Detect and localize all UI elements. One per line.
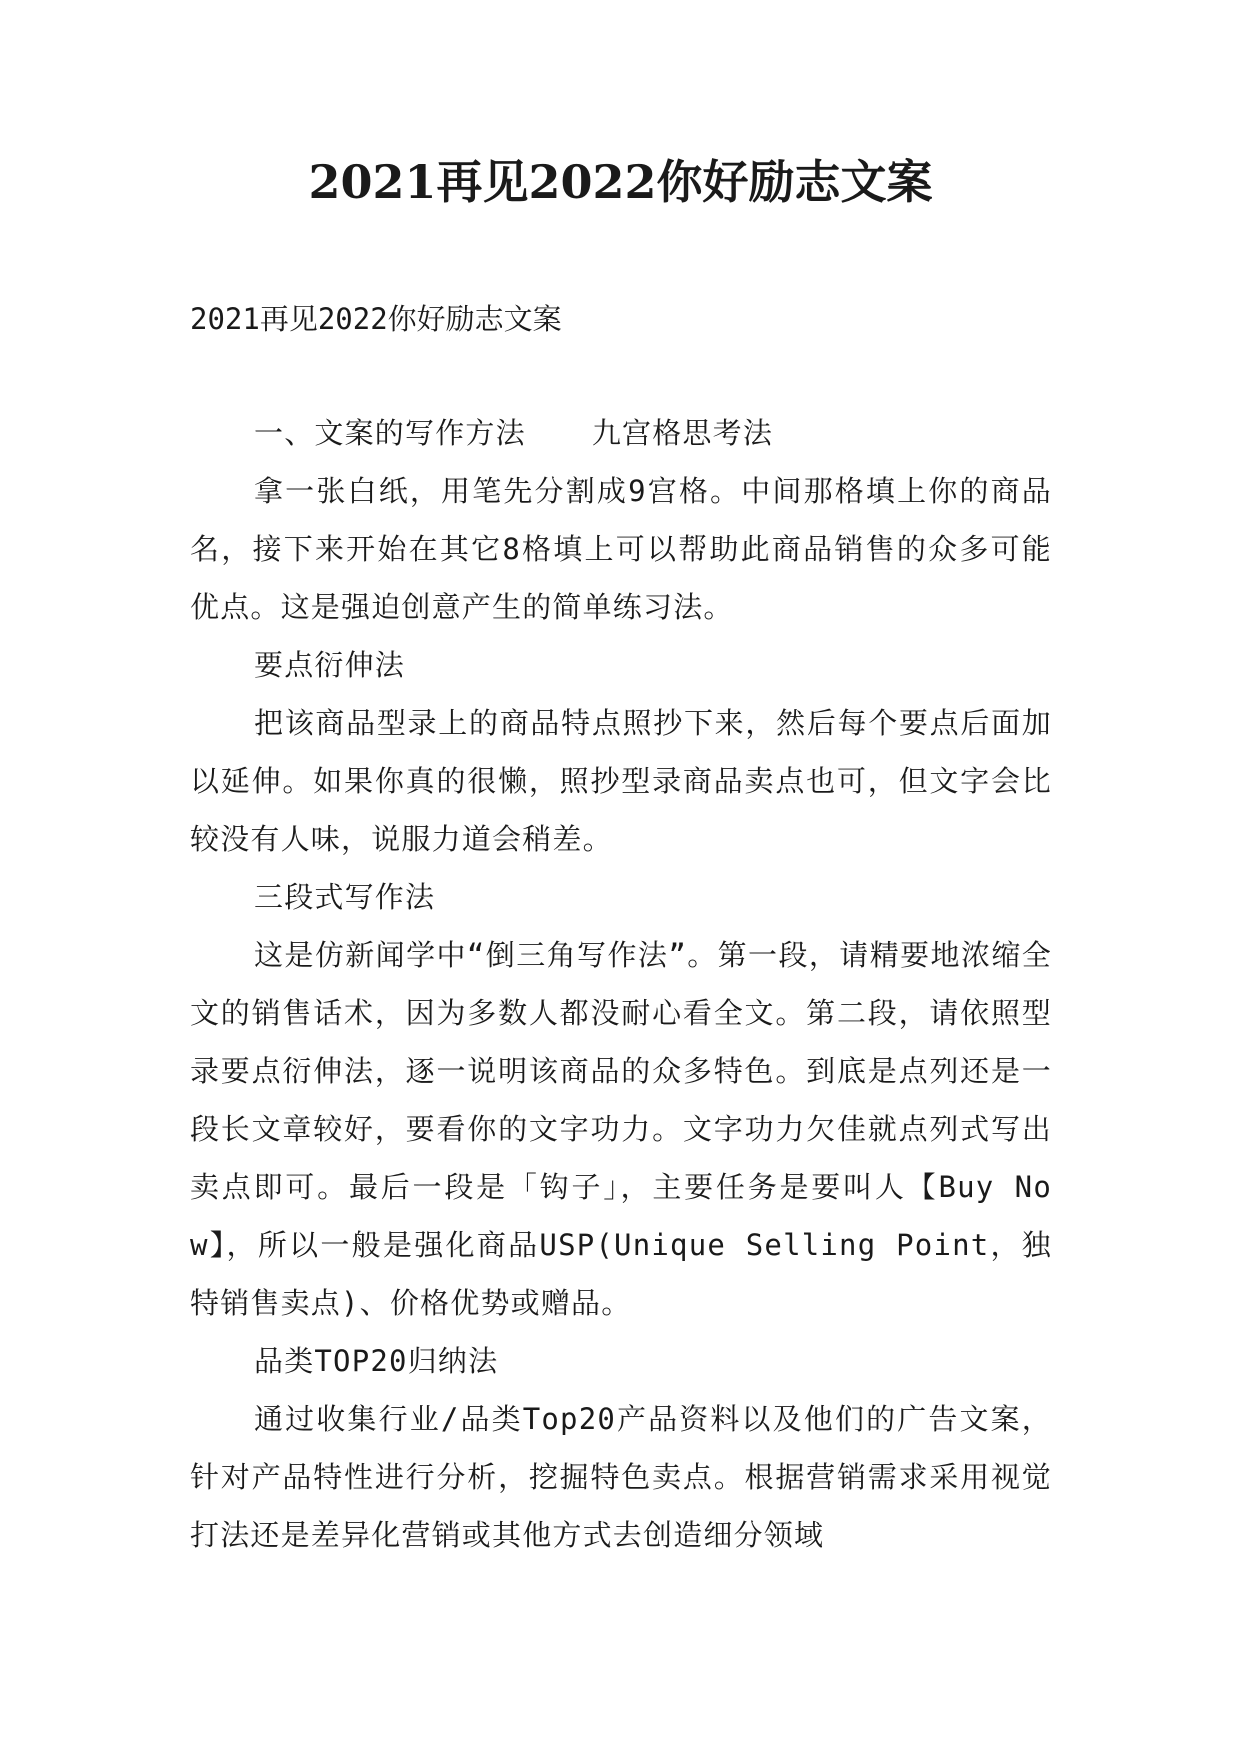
method-heading-three-part: 三段式写作法 — [254, 880, 436, 914]
document-subtitle: 2021再见2022你好励志文案 — [190, 302, 562, 336]
paragraph-key-points: 把该商品型录上的商品特点照抄下来，然后每个要点后面加以延伸。如果你真的很懒，照抄型录商品卖点也可，但文字会比较没有人味，说服力道会稍差。 — [190, 706, 1052, 856]
section-heading-method: 九宫格思考法 — [591, 416, 774, 450]
section-heading-main: 一、文案的写作方法 — [254, 416, 526, 450]
document-body — [190, 404, 1052, 1564]
section-heading — [190, 404, 1052, 462]
method-heading-top20: 品类TOP20归纳法 — [254, 1344, 499, 1378]
paragraph-top20: 通过收集行业/品类Top20产品资料以及他们的广告文案，针对产品特性进行分析，挖掘特色卖点。根据营销需求采用视觉打法还是差异化营销或其他方式去创造细分领域 — [190, 1402, 1052, 1552]
method-heading-key-points: 要点衍伸法 — [254, 648, 406, 682]
paragraph-nine-grid: 拿一张白纸，用笔先分割成9宫格。中间那格填上你的商品名，接下来开始在其它8格填上可以帮助此商品销售的众多可能优点。这是强迫创意产生的简单练习法。 — [190, 474, 1052, 624]
paragraph-three-part: 这是仿新闻学中“倒三角写作法”。第一段，请精要地浓缩全文的销售话术，因为多数人都没耐心看全文。第二段，请依照型录要点衍伸法，逐一说明该商品的众多特色。到底是点列还是一段长文章较好，要看你的文字功力。文字功力欠佳就点列式写出卖点即可。最后一段是「钩子」，主要任务是要叫人【Buy Now】，所以一般是强化商品USP(Unique Selling Point，独特销售卖点)、价格优势或赠品。 — [190, 938, 1052, 1320]
document-title: 2021再见2022你好励志文案 — [308, 155, 933, 209]
